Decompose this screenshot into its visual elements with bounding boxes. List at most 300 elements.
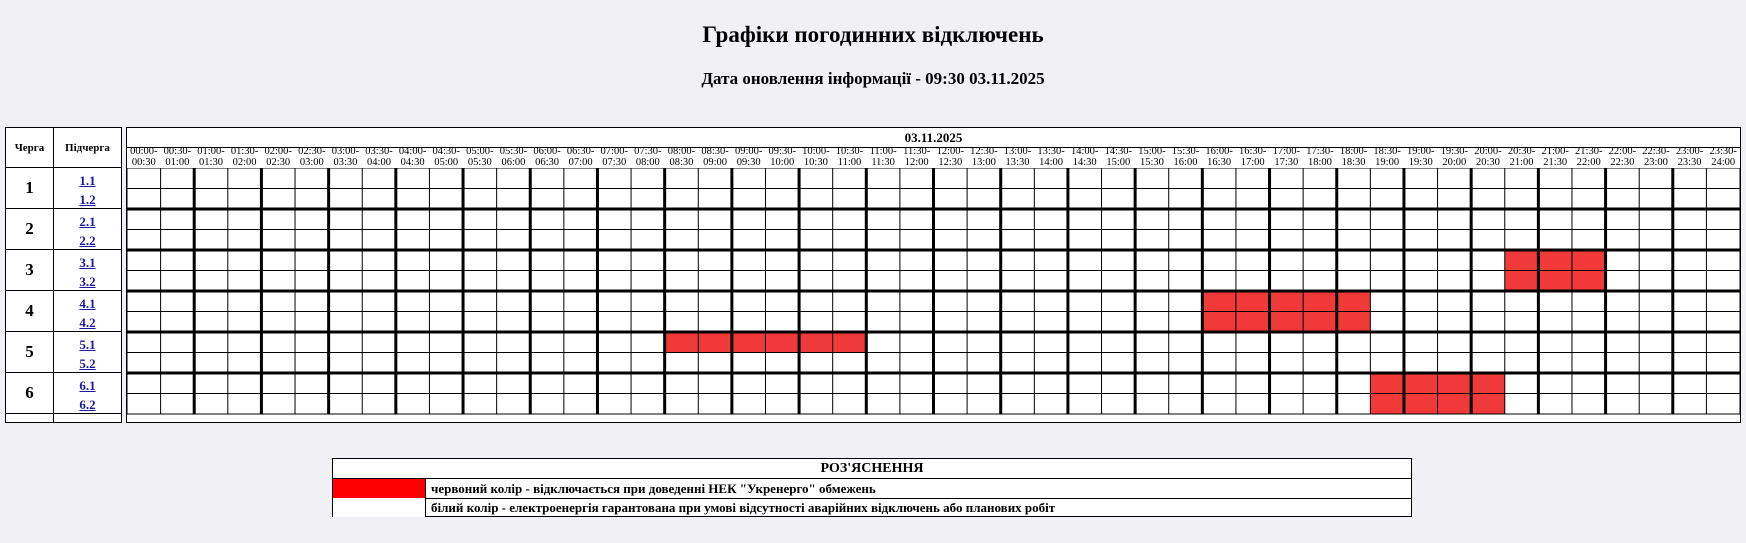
power-cell — [900, 271, 934, 292]
power-cell — [665, 230, 699, 251]
power-cell — [967, 168, 1001, 189]
time-slot-header: 03:30- 04:00 — [365, 147, 393, 168]
power-cell — [530, 189, 564, 210]
power-cell — [732, 312, 766, 333]
power-cell — [1370, 312, 1404, 333]
power-cell — [866, 189, 900, 210]
power-cell — [1169, 209, 1203, 230]
power-cell — [1639, 373, 1673, 394]
power-cell — [497, 271, 531, 292]
power-cell — [295, 209, 329, 230]
power-cell — [261, 291, 295, 312]
power-cell — [1572, 189, 1606, 210]
power-cell — [1135, 312, 1169, 333]
power-cell — [194, 209, 228, 230]
power-cell — [732, 271, 766, 292]
power-cell — [866, 209, 900, 230]
power-cell — [1706, 312, 1740, 333]
power-cell — [799, 250, 833, 271]
power-cell — [1404, 332, 1438, 353]
power-cell — [665, 189, 699, 210]
subqueue-link[interactable]: 1.2 — [54, 189, 121, 210]
subqueue-link[interactable]: 6.1 — [79, 377, 96, 393]
power-cell — [597, 209, 631, 230]
power-cell — [295, 250, 329, 271]
power-cell — [698, 353, 732, 374]
power-cell — [497, 373, 531, 394]
power-cell — [1169, 332, 1203, 353]
power-cell — [1706, 332, 1740, 353]
power-cell — [1370, 291, 1404, 312]
time-slot-header: 10:30- 11:00 — [835, 147, 864, 168]
power-cell — [1606, 230, 1640, 251]
power-cell — [1202, 209, 1236, 230]
power-cell — [127, 230, 161, 251]
power-cell — [127, 312, 161, 333]
power-cell — [765, 312, 799, 333]
time-slot-header: 22:00- 22:30 — [1608, 147, 1637, 168]
outage-grid — [127, 168, 1740, 422]
power-cell — [934, 189, 968, 210]
time-slot-header: 20:00- 20:30 — [1474, 147, 1502, 168]
power-cell — [1034, 291, 1068, 312]
power-cell — [1505, 312, 1539, 333]
power-cell — [1001, 291, 1035, 312]
power-cell — [799, 353, 833, 374]
power-cell — [261, 230, 295, 251]
power-cell — [329, 271, 363, 292]
power-cell — [1706, 189, 1740, 210]
power-cell — [900, 394, 934, 415]
time-slot-header: 01:00- 01:30 — [197, 147, 225, 168]
power-cell — [1639, 353, 1673, 374]
outage-cell — [799, 332, 833, 353]
power-cell — [1538, 373, 1572, 394]
power-cell — [396, 332, 430, 353]
legend-swatch-red — [333, 479, 426, 498]
outage-cell — [833, 332, 867, 353]
power-cell — [866, 250, 900, 271]
power-cell — [597, 291, 631, 312]
power-cell — [497, 291, 531, 312]
power-cell — [497, 168, 531, 189]
power-cell — [1001, 189, 1035, 210]
power-cell — [732, 250, 766, 271]
queue-number: 3 — [6, 250, 53, 291]
time-slot-header: 09:30- 10:00 — [768, 147, 796, 168]
time-slot-header: 16:00- 16:30 — [1205, 147, 1233, 168]
power-cell — [228, 394, 262, 415]
time-slot-header: 19:30- 20:00 — [1440, 147, 1469, 168]
time-slot-header: 20:30- 21:00 — [1507, 147, 1536, 168]
power-cell — [497, 312, 531, 333]
power-cell — [1303, 373, 1337, 394]
power-cell — [127, 394, 161, 415]
power-cell — [564, 271, 598, 292]
power-cell — [1337, 332, 1371, 353]
outage-cell — [1438, 394, 1472, 415]
subqueue-header: Підчерга — [54, 128, 121, 168]
power-cell — [362, 312, 396, 333]
outage-cell — [1202, 291, 1236, 312]
power-cell — [396, 312, 430, 333]
power-cell — [1303, 271, 1337, 292]
power-cell — [463, 312, 497, 333]
power-cell — [1102, 250, 1136, 271]
power-cell — [900, 189, 934, 210]
power-cell — [1404, 271, 1438, 292]
power-cell — [833, 353, 867, 374]
power-cell — [833, 250, 867, 271]
power-cell — [1471, 312, 1505, 333]
power-cell — [530, 250, 564, 271]
power-cell — [1068, 353, 1102, 374]
power-cell — [1102, 189, 1136, 210]
power-cell — [597, 353, 631, 374]
subqueue-link[interactable]: 2.2 — [54, 230, 121, 251]
power-cell — [1639, 230, 1673, 251]
subqueue-link[interactable]: 3.1 — [79, 254, 96, 270]
power-cell — [1169, 271, 1203, 292]
power-cell — [1102, 209, 1136, 230]
power-cell — [1706, 209, 1740, 230]
power-cell — [1606, 353, 1640, 374]
power-cell — [967, 230, 1001, 251]
power-cell — [1068, 332, 1102, 353]
power-cell — [228, 332, 262, 353]
power-cell — [1169, 373, 1203, 394]
power-cell — [396, 271, 430, 292]
power-cell — [1538, 168, 1572, 189]
power-cell — [1337, 271, 1371, 292]
power-cell — [1404, 168, 1438, 189]
power-cell — [1236, 230, 1270, 251]
power-cell — [161, 332, 195, 353]
power-cell — [1505, 168, 1539, 189]
power-cell — [631, 373, 665, 394]
power-cell — [429, 353, 463, 374]
subqueue-link[interactable]: 5.2 — [54, 353, 121, 374]
power-cell — [1673, 168, 1707, 189]
power-cell — [698, 250, 732, 271]
subqueue-link[interactable]: 1.1 — [79, 172, 96, 188]
power-cell — [362, 189, 396, 210]
power-cell — [194, 332, 228, 353]
power-cell — [698, 291, 732, 312]
outage-cell — [1303, 291, 1337, 312]
power-cell — [497, 209, 531, 230]
time-slot-header: 11:30- 12:00 — [903, 147, 931, 168]
power-cell — [1303, 250, 1337, 271]
power-cell — [530, 230, 564, 251]
power-cell — [1505, 291, 1539, 312]
power-cell — [1606, 332, 1640, 353]
time-slot-header: 19:00- 19:30 — [1407, 147, 1435, 168]
subqueue-link[interactable]: 4.1 — [79, 295, 96, 311]
outage-cell — [1337, 291, 1371, 312]
power-cell — [934, 353, 968, 374]
power-cell — [1438, 230, 1472, 251]
power-cell — [1068, 209, 1102, 230]
power-cell — [1102, 353, 1136, 374]
power-cell — [1639, 332, 1673, 353]
power-cell — [228, 353, 262, 374]
power-cell — [1370, 209, 1404, 230]
power-cell — [1337, 168, 1371, 189]
time-slot-header: 22:30- 23:00 — [1642, 147, 1670, 168]
subqueue-link[interactable]: 5.1 — [79, 336, 96, 352]
power-cell — [1370, 271, 1404, 292]
power-cell — [329, 312, 363, 333]
outage-cell — [1337, 312, 1371, 333]
power-cell — [597, 271, 631, 292]
time-slot-header: 04:00- 04:30 — [398, 147, 427, 168]
power-cell — [833, 394, 867, 415]
power-cell — [1034, 250, 1068, 271]
outage-cell — [1471, 394, 1505, 415]
power-cell — [497, 332, 531, 353]
power-cell — [1538, 189, 1572, 210]
power-cell — [295, 189, 329, 210]
power-cell — [732, 353, 766, 374]
power-cell — [530, 373, 564, 394]
power-cell — [631, 353, 665, 374]
power-cell — [665, 353, 699, 374]
power-cell — [1135, 250, 1169, 271]
queue-number: 2 — [6, 209, 53, 250]
subqueue-link[interactable]: 6.2 — [54, 394, 121, 415]
queue-number: 1 — [6, 168, 53, 209]
power-cell — [362, 291, 396, 312]
power-cell — [463, 230, 497, 251]
subqueue-link[interactable]: 3.2 — [54, 271, 121, 292]
power-cell — [1404, 209, 1438, 230]
time-slot-header: 21:30- 22:00 — [1575, 147, 1603, 168]
power-cell — [1538, 230, 1572, 251]
subqueue-link[interactable]: 2.1 — [79, 213, 96, 229]
power-cell — [261, 189, 295, 210]
power-cell — [1438, 291, 1472, 312]
power-cell — [530, 271, 564, 292]
power-cell — [1102, 312, 1136, 333]
time-slot-header: 17:30- 18:00 — [1306, 147, 1334, 168]
power-cell — [396, 394, 430, 415]
time-slot-header: 15:00- 15:30 — [1138, 147, 1166, 168]
power-cell — [1673, 394, 1707, 415]
power-cell — [497, 394, 531, 415]
power-cell — [866, 394, 900, 415]
time-slot-header: 07:30- 08:00 — [634, 147, 662, 168]
outage-cell — [1303, 312, 1337, 333]
power-cell — [194, 291, 228, 312]
power-cell — [1438, 189, 1472, 210]
time-slot-header: 05:30- 06:00 — [499, 147, 528, 168]
power-cell — [228, 312, 262, 333]
power-cell — [1505, 332, 1539, 353]
power-cell — [429, 250, 463, 271]
power-cell — [295, 230, 329, 251]
power-cell — [194, 373, 228, 394]
power-cell — [866, 271, 900, 292]
power-cell — [1270, 332, 1304, 353]
power-cell — [1169, 312, 1203, 333]
power-cell — [698, 271, 732, 292]
power-cell — [1572, 312, 1606, 333]
power-cell — [765, 291, 799, 312]
power-cell — [194, 250, 228, 271]
power-cell — [295, 394, 329, 415]
power-cell — [497, 353, 531, 374]
power-cell — [564, 209, 598, 230]
power-cell — [1337, 209, 1371, 230]
power-cell — [329, 230, 363, 251]
power-cell — [530, 209, 564, 230]
power-cell — [1404, 353, 1438, 374]
power-cell — [1135, 271, 1169, 292]
time-slot-header: 07:00- 07:30 — [600, 147, 628, 168]
power-cell — [967, 394, 1001, 415]
power-cell — [1471, 332, 1505, 353]
power-cell — [1706, 291, 1740, 312]
power-cell — [463, 291, 497, 312]
power-cell — [194, 271, 228, 292]
power-cell — [597, 332, 631, 353]
power-cell — [698, 230, 732, 251]
power-cell — [1236, 394, 1270, 415]
power-cell — [1001, 353, 1035, 374]
power-cell — [934, 332, 968, 353]
power-cell — [665, 209, 699, 230]
power-cell — [1202, 189, 1236, 210]
power-cell — [1135, 291, 1169, 312]
power-cell — [362, 271, 396, 292]
power-cell — [530, 312, 564, 333]
power-cell — [228, 209, 262, 230]
power-cell — [1001, 271, 1035, 292]
time-slot-header: 01:30- 02:00 — [230, 147, 259, 168]
power-cell — [732, 394, 766, 415]
time-slot-header: 02:30- 03:00 — [298, 147, 326, 168]
power-cell — [1303, 209, 1337, 230]
outage-cell — [1505, 271, 1539, 292]
time-slot-header: 06:00- 06:30 — [533, 147, 561, 168]
power-cell — [1270, 394, 1304, 415]
power-cell — [362, 168, 396, 189]
power-cell — [1639, 312, 1673, 333]
power-cell — [1169, 353, 1203, 374]
power-cell — [1673, 209, 1707, 230]
power-cell — [1337, 353, 1371, 374]
power-cell — [1538, 291, 1572, 312]
power-cell — [866, 168, 900, 189]
power-cell — [1404, 250, 1438, 271]
power-cell — [295, 168, 329, 189]
power-cell — [161, 250, 195, 271]
power-cell — [934, 373, 968, 394]
power-cell — [900, 209, 934, 230]
power-cell — [900, 291, 934, 312]
power-cell — [295, 271, 329, 292]
power-cell — [799, 291, 833, 312]
time-slot-header: 05:00- 05:30 — [466, 147, 494, 168]
power-cell — [765, 209, 799, 230]
power-cell — [1370, 353, 1404, 374]
outage-cell — [1572, 271, 1606, 292]
power-cell — [1034, 312, 1068, 333]
outage-cell — [1404, 394, 1438, 415]
power-cell — [1438, 332, 1472, 353]
power-cell — [1639, 271, 1673, 292]
power-cell — [295, 353, 329, 374]
power-cell — [1001, 332, 1035, 353]
power-cell — [1370, 230, 1404, 251]
power-cell — [329, 209, 363, 230]
power-cell — [161, 373, 195, 394]
power-cell — [1572, 209, 1606, 230]
power-cell — [1438, 312, 1472, 333]
power-cell — [1034, 189, 1068, 210]
time-slot-headers — [127, 147, 1740, 168]
power-cell — [261, 373, 295, 394]
power-cell — [1001, 394, 1035, 415]
time-slot-header: 23:00- 23:30 — [1675, 147, 1704, 168]
power-cell — [597, 250, 631, 271]
power-cell — [1270, 373, 1304, 394]
power-cell — [161, 291, 195, 312]
power-cell — [1572, 332, 1606, 353]
power-cell — [1001, 250, 1035, 271]
power-cell — [1538, 394, 1572, 415]
time-slot-header: 04:30- 05:00 — [432, 147, 460, 168]
power-cell — [228, 250, 262, 271]
power-cell — [1236, 271, 1270, 292]
power-cell — [597, 189, 631, 210]
power-cell — [1673, 373, 1707, 394]
power-cell — [127, 168, 161, 189]
power-cell — [1270, 209, 1304, 230]
power-cell — [1505, 230, 1539, 251]
queue-number: 6 — [6, 373, 53, 414]
power-cell — [1471, 209, 1505, 230]
subqueue-link[interactable]: 4.2 — [54, 312, 121, 333]
time-slot-header: 15:30- 16:00 — [1171, 147, 1200, 168]
power-cell — [900, 230, 934, 251]
power-cell — [1202, 250, 1236, 271]
power-cell — [329, 291, 363, 312]
power-cell — [1169, 250, 1203, 271]
power-cell — [1135, 189, 1169, 210]
power-cell — [429, 168, 463, 189]
time-slot-header: 02:00- 02:30 — [264, 147, 292, 168]
power-cell — [934, 230, 968, 251]
power-cell — [1337, 250, 1371, 271]
legend-text-white: білий колір - електроенергія гарантована при умові відсутності аварійних відключень або планових робіт — [431, 500, 1056, 515]
power-cell — [1438, 168, 1472, 189]
power-cell — [900, 250, 934, 271]
power-cell — [698, 373, 732, 394]
schedule-grid — [126, 127, 1741, 423]
power-cell — [1471, 353, 1505, 374]
power-cell — [1236, 332, 1270, 353]
power-cell — [564, 230, 598, 251]
time-slot-header: 21:00- 21:30 — [1541, 147, 1569, 168]
time-slot-header: 09:00- 09:30 — [734, 147, 763, 168]
power-cell — [396, 168, 430, 189]
power-cell — [967, 250, 1001, 271]
power-cell — [1673, 230, 1707, 251]
power-cell — [161, 189, 195, 210]
power-cell — [530, 394, 564, 415]
